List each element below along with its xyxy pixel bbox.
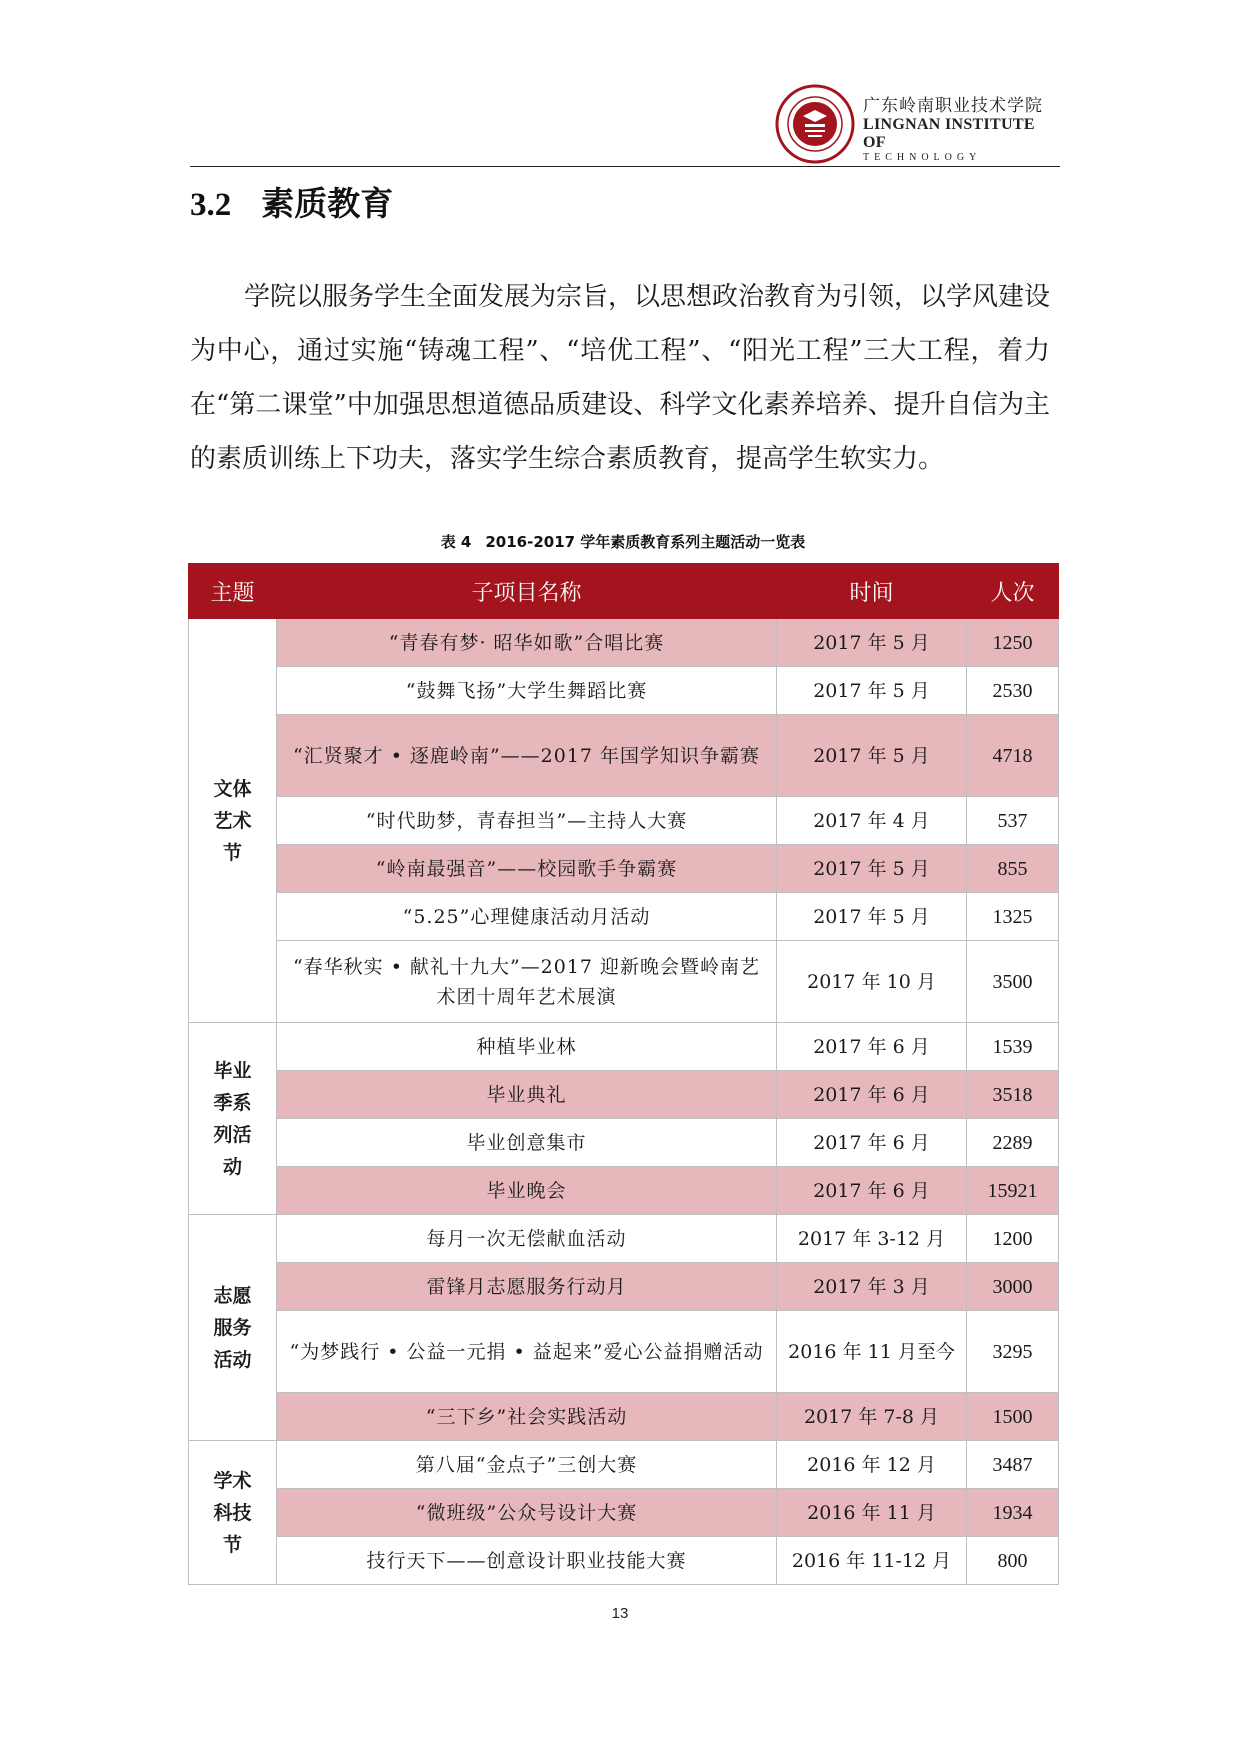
count-cell: 2289 [967,1119,1059,1167]
table-row [189,1023,1059,1071]
subproject-cell: “春华秋实 • 献礼十九大”—2017 迎新晚会暨岭南艺术团十周年艺术展演 [277,941,777,1023]
subproject-cell: “岭南最强音”——校园歌手争霸赛 [277,845,777,893]
table-header-row [189,564,1059,619]
subproject-cell: 毕业晚会 [277,1167,777,1215]
school-name-en-line1: LINGNAN INSTITUTE OF [863,116,1035,151]
table-row [189,1489,1059,1537]
count-cell: 3518 [967,1071,1059,1119]
table-caption-title: 2016-2017 学年素质教育系列主题活动一览表 [485,533,806,551]
table-row [189,797,1059,845]
subproject-cell: “青春有梦· 昭华如歌”合唱比赛 [277,619,777,667]
count-cell: 15921 [967,1167,1059,1215]
time-cell: 2017 年 5 月 [777,667,967,715]
subproject-cell: “三下乡”社会实践活动 [277,1393,777,1441]
school-logo-icon [775,84,855,164]
table-row [189,715,1059,797]
header-time: 时间 [777,564,967,619]
table-row [189,1071,1059,1119]
header-rule [190,166,1060,167]
time-cell: 2017 年 3-12 月 [777,1215,967,1263]
time-cell: 2017 年 5 月 [777,715,967,797]
time-cell: 2017 年 6 月 [777,1167,967,1215]
table-row [189,1441,1059,1489]
subproject-cell: “时代助梦，青春担当”—主持人大赛 [277,797,777,845]
section-number: 3.2 [190,187,232,223]
table-row [189,1215,1059,1263]
time-cell: 2017 年 3 月 [777,1263,967,1311]
time-cell: 2016 年 11 月 [777,1489,967,1537]
theme-cell: 文体艺术节 [189,619,277,1023]
time-cell: 2017 年 7-8 月 [777,1393,967,1441]
count-cell: 1325 [967,893,1059,941]
table-caption [188,531,1058,552]
school-name-cn: 广东岭南职业技术学院 [863,96,1043,116]
count-cell: 1500 [967,1393,1059,1441]
table-row [189,1167,1059,1215]
page-number: 13 [611,1605,629,1622]
count-cell: 3000 [967,1263,1059,1311]
subproject-cell: “鼓舞飞扬”大学生舞蹈比赛 [277,667,777,715]
theme-cell: 学术科技节 [189,1441,277,1585]
time-cell: 2016 年 11 月至今 [777,1311,967,1393]
table-row [189,667,1059,715]
time-cell: 2017 年 4 月 [777,797,967,845]
school-name-en-line2: TECHNOLOGY [863,152,982,163]
section-heading [190,178,393,225]
count-cell: 800 [967,1537,1059,1585]
subproject-cell: 每月一次无偿献血活动 [277,1215,777,1263]
time-cell: 2017 年 6 月 [777,1071,967,1119]
subproject-cell: 技行天下——创意设计职业技能大赛 [277,1537,777,1585]
table-row [189,619,1059,667]
subproject-cell: “微班级”公众号设计大赛 [277,1489,777,1537]
count-cell: 1934 [967,1489,1059,1537]
count-cell: 1250 [967,619,1059,667]
subproject-cell: 毕业典礼 [277,1071,777,1119]
subproject-cell: 毕业创意集市 [277,1119,777,1167]
count-cell: 1539 [967,1023,1059,1071]
subproject-cell: 第八届“金点子”三创大赛 [277,1441,777,1489]
count-cell: 3487 [967,1441,1059,1489]
header-count: 人次 [967,564,1059,619]
subproject-cell: “5.25”心理健康活动月活动 [277,893,777,941]
time-cell: 2017 年 5 月 [777,619,967,667]
count-cell: 537 [967,797,1059,845]
subproject-cell: 种植毕业林 [277,1023,777,1071]
activities-table [188,563,1059,1585]
time-cell: 2017 年 10 月 [777,941,967,1023]
table-row [189,1393,1059,1441]
time-cell: 2016 年 11-12 月 [777,1537,967,1585]
page-header [190,78,1060,166]
theme-cell: 毕业季系列活动 [189,1023,277,1215]
table-row [189,1311,1059,1393]
count-cell: 1200 [967,1215,1059,1263]
section-title: 素质教育 [261,184,394,223]
time-cell: 2017 年 6 月 [777,1119,967,1167]
table-row [189,1119,1059,1167]
count-cell: 4718 [967,715,1059,797]
subproject-cell: “汇贤聚才 • 逐鹿岭南”——2017 年国学知识争霸赛 [277,715,777,797]
subproject-cell: 雷锋月志愿服务行动月 [277,1263,777,1311]
count-cell: 3295 [967,1311,1059,1393]
table-row [189,1263,1059,1311]
time-cell: 2017 年 5 月 [777,845,967,893]
header-subproject: 子项目名称 [277,564,777,619]
theme-cell: 志愿服务活动 [189,1215,277,1441]
count-cell: 855 [967,845,1059,893]
table-row [189,941,1059,1023]
count-cell: 3500 [967,941,1059,1023]
table-row [189,1537,1059,1585]
count-cell: 2530 [967,667,1059,715]
time-cell: 2016 年 12 月 [777,1441,967,1489]
subproject-cell: “为梦践行 • 公益一元捐 • 益起来”爱心公益捐赠活动 [277,1311,777,1393]
header-theme: 主题 [189,564,277,619]
time-cell: 2017 年 6 月 [777,1023,967,1071]
school-name [863,96,1060,164]
table-row [189,845,1059,893]
table-caption-label: 表 4 [440,533,472,551]
table-row [189,893,1059,941]
time-cell: 2017 年 5 月 [777,893,967,941]
body-paragraph: 学院以服务学生全面发展为宗旨，以思想政治教育为引领，以学风建设为中心，通过实施“铸魂工程”、“培优工程”、“阳光工程”三大工程，着力在“第二课堂”中加强思想道德品质建设、科学文化素养培养、提升自信为主的素质训练上下功夫，落实学生综合素质教育，提高学生软实力。 [190,282,1051,474]
